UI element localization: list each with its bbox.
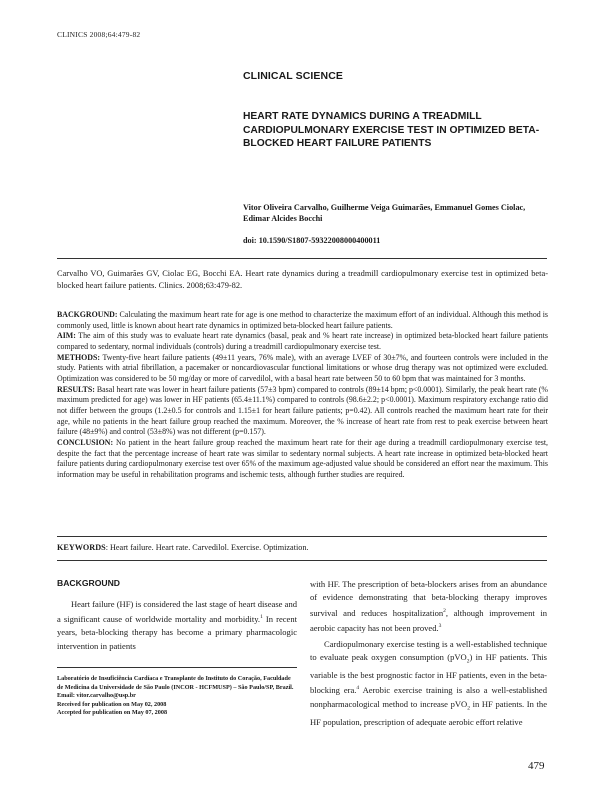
abstract-aim [57,331,548,352]
abstract-methods-text: Twenty-five heart failure patients (49±11 years, 76% male), with an average LVEF of 30±7%, and fourteen controls were included in the study. Patients with atrial fibrillation, a pacemaker or noncardiovascular functional limitations or whose drug therapy was not optimized were excluded. Optimization was considered to be 50 mg/day or more of carvedilol, with a basal heart rate between 50 to 60 bpm that was maintained for 3 months. [57,352,548,383]
footnote-accepted: Accepted for publication on May 07, 2008 [57,709,168,717]
abstract-methods [57,353,548,385]
section-heading-background: BACKGROUND [57,578,121,588]
abstract [57,310,548,481]
running-head: CLINICS 2008;64:479-82 [57,30,141,39]
right-paragraph-2 [310,638,547,729]
footnote-affiliation: Laboratório de Insuficiência Cardíaca e Transplante do Instituto do Coração, Faculdade de Medicina da Universidade de São Paulo (INCOR - HCFMUSP) – São Paulo/SP, Brazil. [57,675,294,691]
page-number: 479 [528,760,545,772]
abstract-methods-label: METHODS: [57,352,100,362]
left-para-text-a: Heart failure (HF) is considered the last stage of heart disease and a significant cause of worldwide mortality and morbidity. [57,599,297,625]
abstract-conclusion [57,438,548,481]
subscript: 2 [466,658,470,665]
abstract-results [57,385,548,438]
left-paragraph [57,598,297,653]
article-title: HEART RATE DYNAMICS DURING A TREADMILL CARDIOPULMONARY EXERCISE TEST IN OPTIMIZED BETA-BLOCKED HEART FAILURE PATIENTS [243,111,540,150]
divider-top [57,258,547,259]
citation-ref: 4 [356,685,360,692]
right-paragraph-1 [310,578,547,635]
doi-link[interactable]: doi: 10.1590/S1807-59322008000400011 [243,236,381,245]
citation: Carvalho VO, Guimarães GV, Ciolac EG, Bocchi EA. Heart rate dynamics during a treadmill cardiopulmonary exercise test in optimized beta-blocked heart failure patients. Clinics. 2008;63:479-82. [57,269,548,290]
abstract-results-label: RESULTS: [57,384,95,394]
abstract-conclusion-text: No patient in the heart failure group reached the maximum heart rate for their age during a treadmill cardiopulmonary exercise test, despite the fact that the percentage increase of heart rate was similar to sedentary normal subjects. A heart rate increase in optimized beta-blocked heart failure patients during cardiopulmonary exercise test over 65% of the maximum age-adjusted value should be considered an effort near the maximum. This information may be useful in rehabilitation programs and ischemic tests, although further studies are required. [57,437,548,479]
abstract-results-text: Basal heart rate was lower in heart failure patients (57±3 bpm) compared to controls (89±14 bpm; p<0.0001). Similarly, the peak heart rate (% maximum predicted for age) was lower in HF patients (65.4±11.1%) compared to controls (98.6±2.2; p<0.0001). Maximum respiratory exchange ratio did not differ between the groups (1.2±0.5 for controls and 1.15±1 for heart failure patients; p=0.42). All controls reached the maximum heart rate for their age, while no patients in the heart failure group reached the maximum. Moreover, the % increase of heart rate from rest to peak exercise between heart failure (48±9%) and control (53±8%) was not different (p=0.157). [57,384,548,437]
abstract-background [57,310,548,331]
left-column [57,578,297,653]
abstract-aim-text: The aim of this study was to evaluate heart rate dynamics (basal, peak and % heart rate increase) in optimized beta-blocked heart failure patients compared to sedentary, normal individuals (controls) during a treadmill cardiopulmonary exercise test. [57,331,548,351]
citation-ref: 1 [260,614,263,621]
footnote [57,675,297,718]
divider-keywords-top [57,536,547,537]
right-para2-text-a: Cardiopulmonary exercise testing is a well-established technique to evaluate peak oxygen consumption (pVO [310,638,547,663]
keywords-text: : Heart failure. Heart rate. Carvedilol. Exercise. Optimization. [105,543,309,552]
abstract-background-label: BACKGROUND: [57,310,118,319]
citation-ref: 3 [438,622,442,629]
right-para2-text-c: Aerobic exercise training is also a well-established nonpharmacological method to increase pVO [310,685,548,709]
footnote-divider [57,667,297,668]
right-para1-text-b: , although improvement in aerobic capacity has not been proved. [310,607,547,633]
abstract-conclusion-label: CONCLUSION: [57,437,114,447]
keywords-label: KEYWORDS [57,543,106,552]
right-column [310,578,547,729]
section-label: CLINICAL SCIENCE [243,70,343,82]
keywords [57,543,548,552]
right-para2-text-d: in HF patients. In the HF population, prescription of adequate aerobic effort relative [310,698,547,727]
citation-ref: 2 [443,607,446,614]
authors: Vitor Oliveira Carvalho, Guilherme Veiga Guimarães, Emmanuel Gomes Ciolac, Edimar Alcides Bocchi [243,203,526,224]
left-para-text-b: In recent years, beta-blocking therapy has become a primary pharmacologic intervention in patients [57,614,297,651]
footnote-email[interactable]: Email: vitor.carvalho@usp.br [57,692,136,700]
subscript: 2 [467,705,470,712]
abstract-background-text: Calculating the maximum heart rate for age is one method to characterize the maximum effort of an individual. Although this method is commonly used, little is known about heart rate dynamics in optimized beta-blocked heart failure patients. [57,310,548,330]
right-para2-text-b: ) in HF patients. This variable is the best prognostic factor in HF patients, even in the beta-blocking era. [310,652,547,696]
divider-keywords-bottom [57,560,547,561]
abstract-aim-label: AIM: [57,331,76,341]
footnote-received: Received for publication on May 02, 2008 [57,700,167,708]
right-para1-text-a: with HF. The prescription of beta-blockers arises from an abundance of evidence demonstrating that beta-blocking therapy improves survival and reduces hospitalization [310,579,547,618]
